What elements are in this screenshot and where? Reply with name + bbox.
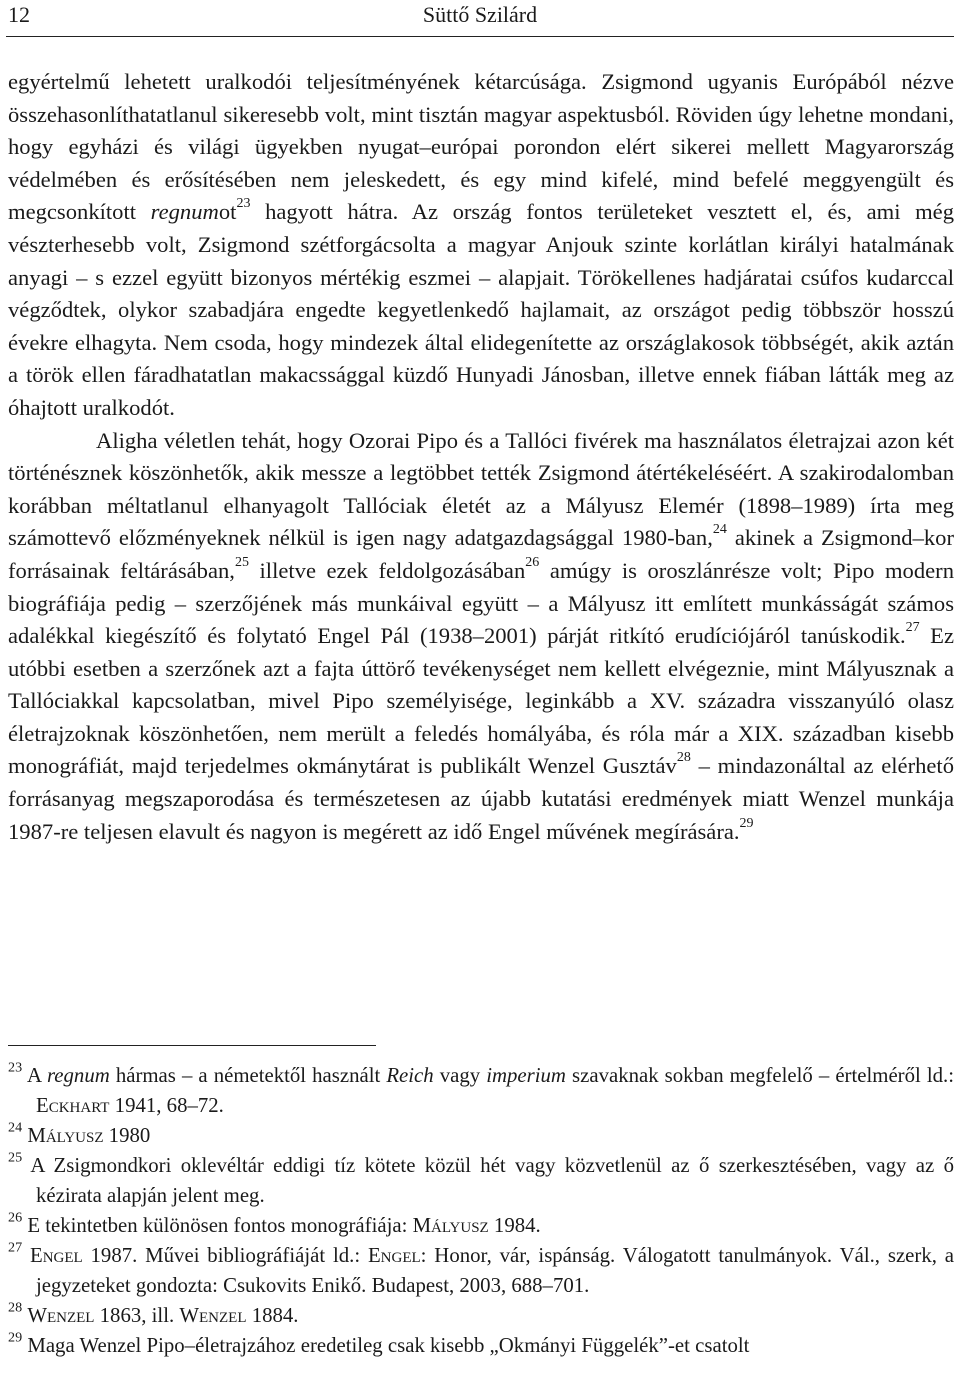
footnote-number: 29 (8, 1329, 23, 1346)
footnote-25: $^{25}$ A Zsigmondkori oklevéltár eddigi tíz kötete közül hét vagy közvetlenül az ő szerkesztésében, vagy az ő kézirata alapján jelent meg. (8, 1149, 954, 1207)
footnote-number: 25 (8, 1149, 23, 1166)
header-rule (6, 36, 954, 37)
author-name: Mályusz (412, 1214, 489, 1237)
running-title: Süttő Szilárd (422, 2, 538, 27)
paragraph-2: Aligha véletlen tehát, hogy Ozorai Pipo és a Tallóci fivérek ma használatos életrajzai azon két történésznek köszönhetők, akik messze a legtöbbet tették Zsigmond átértékeléséért. A szakirodalomban korábban méltatlanul elhanyagolt Tallóciak életét az a Mályusz Elemér (1898–1989) írta meg számottevő előzményeknek nélkül is igen nagy adatgazdagsággal 1980-ban,$^{24}$ akinek a Zsigmond–kor forrásainak feltárásában,$^{25}$ illetve ezek feldolgozásában$^{26}$ amúgy is oroszlánrésze volt; Pipo modern biográfiája pedig – szerzőjének más munkáival együtt – a Mályusz itt említett munkásságát számos adalékkal kiegészítő és folytató Engel Pál (1938–2001) párját ritkító erudíciójáról tanúskodik.$^{27}$ Ez utóbbi esetben a szerzőnek azt a fajta úttörő tevékenységet nem kellett elvégeznie, mint Mályusznak a Tallóciakkal kapcsolatban, mivel Pipo személyisége, leginkább a XV. századra visszanyúló olasz életrajzoknak köszönhetően, nem merült a feledés homályába, és róla már a XIX. században kisebb monográfiát, majd terjedelmes okmánytárat is publikált Wenzel Gusztáv$^{28}$ – mindazonáltal az elérhető forrásanyag megszaporodása és természetesen az újabb kutatási eredmények miatt Wenzel munkája 1987-re teljesen elavult és nagyon is megérett az idő Engel művének megírására.$^{29}$ (8, 427, 955, 844)
footnote-number: 23 (8, 1059, 23, 1076)
author-name: Wenzel (179, 1304, 247, 1327)
footnote-24: $^{24}$ Mályusz 1980 (8, 1119, 151, 1147)
footnote-number: 24 (8, 1119, 23, 1136)
running-header (8, 0, 952, 36)
footnote-number: 26 (8, 1209, 23, 1226)
footnote-number: 28 (8, 1299, 23, 1316)
footnote-separator (8, 1045, 376, 1046)
footnote-number: 27 (8, 1239, 23, 1256)
main-text (8, 66, 954, 848)
paragraph-1: egyértelmű lehetett uralkodói teljesítményének kétarcúsága. Zsigmond ugyanis Európából nézve összehasonlíthatatlanul sikeresebb volt, mint tisztán magyar aspektusból. Röviden úgy lehetne mondani, hogy egyházi és világi ügyekben nyugat–európai porondon elért sikerei mellett Magyarország védelmében és erősítésében nem jeleskedett, és egy mind kifelé, mind befelé meggyengült és megcsonkított regnumot$^{23}$ hagyott hátra. Az ország fontos területeket vesztett el, és, ami még vészterhesebb volt, Zsigmond szétforgácsolta a magyar Anjouk szinte korlátlan királyi hatalmának anyagi – s ezzel együtt bizonyos mértékig eszmei – alapjait. Törökellenes hadjáratai csúfos kudarccal végződtek, olykor szabadjára engedte kegyetlenkedő hajlamait, az országot pedig többször hosszú évekre elhagyta. Nem csoda, hogy mindezek által elidegenítette az országlakosok többségét, akik aztán a török ellen fáradhatatlan makacssággal küzdő Hunyadi Jánosban, illetve ennek fiában látták meg az óhajtott uralkodót. (8, 69, 954, 420)
footnote-23: $^{23}$ A regnum hármas – a németektől használt Reich vagy imperium szavaknak sokban megfelelő – értelméről ld.: Eckhart 1941, 68–72. (8, 1059, 954, 1117)
footnote-ref-25[interactable]: 25 (234, 555, 249, 570)
term-regnum: regnum (150, 199, 219, 225)
footnote-ref-27[interactable]: 27 (905, 620, 920, 636)
footnote-ref-26[interactable]: 26 (525, 555, 540, 570)
footnote-29: $^{29}$ Maga Wenzel Pipo–életrajzához eredetileg csak kisebb „Okmányi Függelék”-et csatolt (8, 1329, 750, 1357)
footnote-ref-24[interactable]: 24 (712, 522, 727, 538)
footnote-27: $^{27}$ Engel 1987. Művei bibliográfiáját ld.: Engel: Honor, vár, ispánság. Válogatott tanulmányok. Vál., szerk, a jegyzeteket gondozta: Csukovits Enikő. Budapest, 2003, 688–701. (8, 1239, 955, 1297)
author-name: Eckhart (36, 1094, 110, 1117)
author-name: Engel (29, 1244, 83, 1267)
footnote-ref-29[interactable]: 29 (739, 815, 754, 831)
author-name: Engel (367, 1244, 421, 1267)
page-number: 12 (8, 2, 30, 27)
author-name: Mályusz (27, 1124, 104, 1147)
footnote-ref-28[interactable]: 28 (676, 750, 691, 766)
author-name: Wenzel (27, 1304, 95, 1327)
footnotes (8, 1061, 954, 1361)
footnote-26: $^{26}$ E tekintetben különösen fontos monográfiája: Mályusz 1984. (8, 1209, 541, 1237)
footnote-ref-23[interactable]: 23 (236, 196, 251, 212)
footnote-28: $^{28}$ Wenzel 1863, ill. Wenzel 1884. (8, 1299, 299, 1327)
